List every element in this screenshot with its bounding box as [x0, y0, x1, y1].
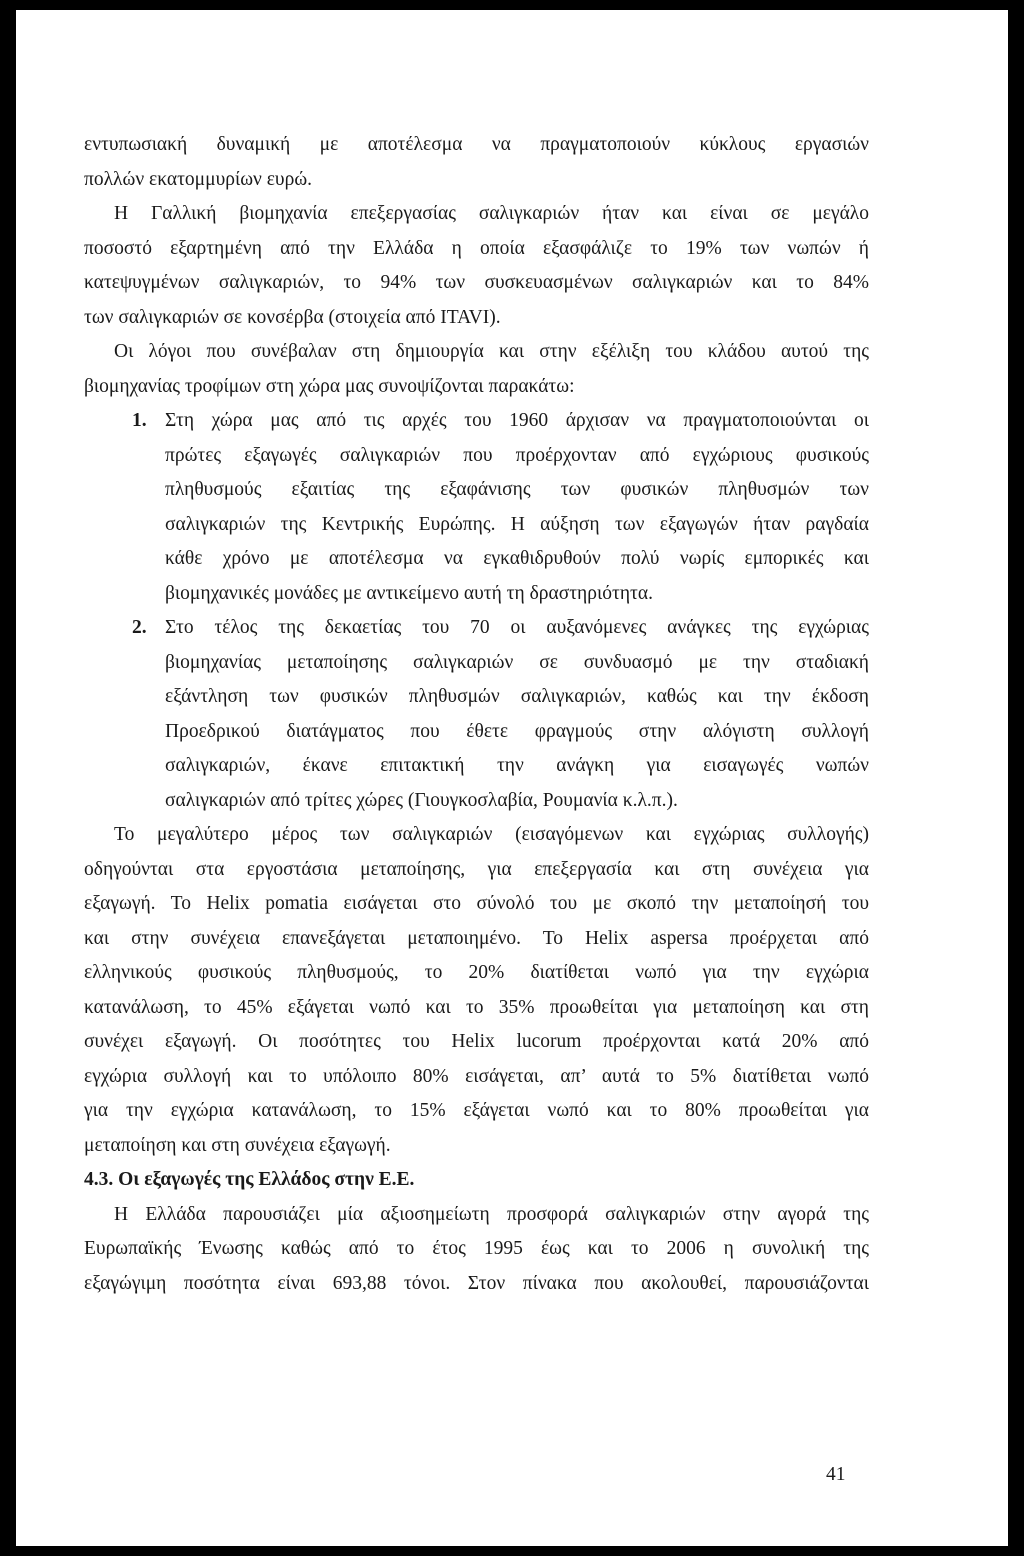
- section-heading: 4.3. Οι εξαγωγές της Ελλάδος στην Ε.Ε.: [84, 1169, 415, 1190]
- text-line: Στο τέλος της δεκαετίας του 70 οι αυξανόμενες ανάγκες της εγχώριας: [165, 617, 869, 638]
- document-page: [16, 10, 1008, 1546]
- text-line: συνέχει εξαγωγή. Οι ποσότητες του Helix lucorum προέρχονται κατά 20% από: [84, 1031, 869, 1052]
- text-line: πληθυσμούς εξαιτίας της εξαφάνισης των φυσικών πληθυσμών των: [165, 479, 869, 500]
- paragraph-exports: [84, 1198, 869, 1302]
- text-line: βιομηχανίας τροφίμων στη χώρα μας συνοψίζονται παρακάτω:: [84, 375, 575, 397]
- text-line: κάθε χρόνο με αποτέλεσμα να εγκαθιδρυθούν πολύ νωρίς εμπορικές και: [165, 548, 869, 569]
- text-line: βιομηχανικές μονάδες με αντικείμενο αυτή τη δραστηριότητα.: [165, 582, 653, 604]
- text-line: εξάντληση των φυσικών πληθυσμών σαλιγκαριών, καθώς και την έκδοση: [165, 686, 869, 707]
- text-line: εντυπωσιακή δυναμική με αποτέλεσμα να πραγματοποιούν κύκλους εργασιών: [84, 134, 869, 155]
- text-line: Η Ελλάδα παρουσιάζει μία αξιοσημείωτη προσφορά σαλιγκαριών στην αγορά της: [114, 1203, 869, 1225]
- text-line: Ευρωπαϊκής Ένωσης καθώς από το έτος 1995 έως και το 2006 η συνολική της: [84, 1238, 869, 1259]
- text-line: βιομηχανίας μεταποίησης σαλιγκαριών σε συνδυασμό με την σταδιακή: [165, 651, 869, 673]
- text-line: σαλιγκαριών της Κεντρικής Ευρώπης. Η αύξηση των εξαγωγών ήταν ραγδαία: [165, 513, 869, 535]
- text-line: Προεδρικού διατάγματος που έθετε φραγμούς στην αλόγιστη συλλογή: [165, 720, 869, 742]
- text-line: πολλών εκατομμυρίων ευρώ.: [84, 168, 313, 190]
- paragraph-reasons: [84, 335, 869, 404]
- text-line: ελληνικούς φυσικούς πληθυσμούς, το 20% διατίθεται νωπό για την εγχώρια: [84, 962, 869, 983]
- paragraph-processing: [84, 818, 869, 1163]
- text-line: μεταποίηση και στη συνέχεια εξαγωγή.: [84, 1134, 391, 1156]
- text-line: Στη χώρα μας από τις αρχές του 1960 άρχισαν να πραγματοποιούνται οι: [165, 410, 869, 431]
- text-line: κατανάλωση, το 45% εξάγεται νωπό και το 35% προωθείται για μεταποίηση και στη: [84, 996, 869, 1018]
- list-number: 2.: [132, 617, 147, 638]
- list-item-2: [84, 611, 869, 818]
- paragraph-intro: [84, 128, 869, 197]
- text-line: Οι λόγοι που συνέβαλαν στη δημιουργία και στην εξέλιξη του κλάδου αυτού της: [114, 341, 869, 362]
- text-line: πρώτες εξαγωγές σαλιγκαριών που προέρχονταν από εγχώριους φυσικούς: [165, 444, 869, 466]
- text-line: Το μεγαλύτερο μέρος των σαλιγκαριών (εισαγόμενων και εγχώριας συλλογής): [114, 824, 869, 845]
- text-line: εξαγωγή. Το Helix pomatia εισάγεται στο σύνολό του με σκοπό την μεταποίησή του: [84, 893, 869, 914]
- text-line: κατεψυγμένων σαλιγκαριών, το 94% των συσκευασμένων σαλιγκαριών και το 84%: [84, 272, 869, 293]
- page-number: 41: [826, 1464, 846, 1485]
- text-line: των σαλιγκαριών σε κονσέρβα (στοιχεία από ITAVI).: [84, 306, 501, 328]
- text-line: εξαγώγιμη ποσότητα είναι 693,88 τόνοι. Στον πίνακα που ακολουθεί, παρουσιάζονται: [84, 1272, 869, 1294]
- body-text: [84, 128, 869, 1301]
- text-line: Η Γαλλική βιομηχανία επεξεργασίας σαλιγκαριών ήταν και είναι σε μεγάλο: [114, 203, 869, 224]
- text-line: ποσοστό εξαρτημένη από την Ελλάδα η οποία εξασφάλιζε το 19% των νωπών ή: [84, 237, 869, 259]
- text-line: εγχώρια συλλογή και το υπόλοιπο 80% εισάγεται, απ’ αυτά το 5% διατίθεται νωπό: [84, 1065, 869, 1087]
- text-line: σαλιγκαριών, έκανε επιτακτική την ανάγκη για εισαγωγές νωπών: [165, 755, 869, 776]
- list-item-1: [84, 404, 869, 611]
- list-number: 1.: [132, 410, 147, 431]
- text-line: και στην συνέχεια επανεξάγεται μεταποιημένο. Το Helix aspersa προέρχεται από: [84, 927, 869, 949]
- text-line: σαλιγκαριών από τρίτες χώρες (Γιουγκοσλαβία, Ρουμανία κ.λ.π.).: [165, 789, 678, 811]
- text-line: για την εγχώρια κατανάλωση, το 15% εξάγεται νωπό και το 80% προωθείται για: [84, 1100, 869, 1121]
- text-line: οδηγούνται στα εργοστάσια μεταποίησης, για επεξεργασία και στη συνέχεια για: [84, 858, 869, 880]
- paragraph-french-industry: [84, 197, 869, 335]
